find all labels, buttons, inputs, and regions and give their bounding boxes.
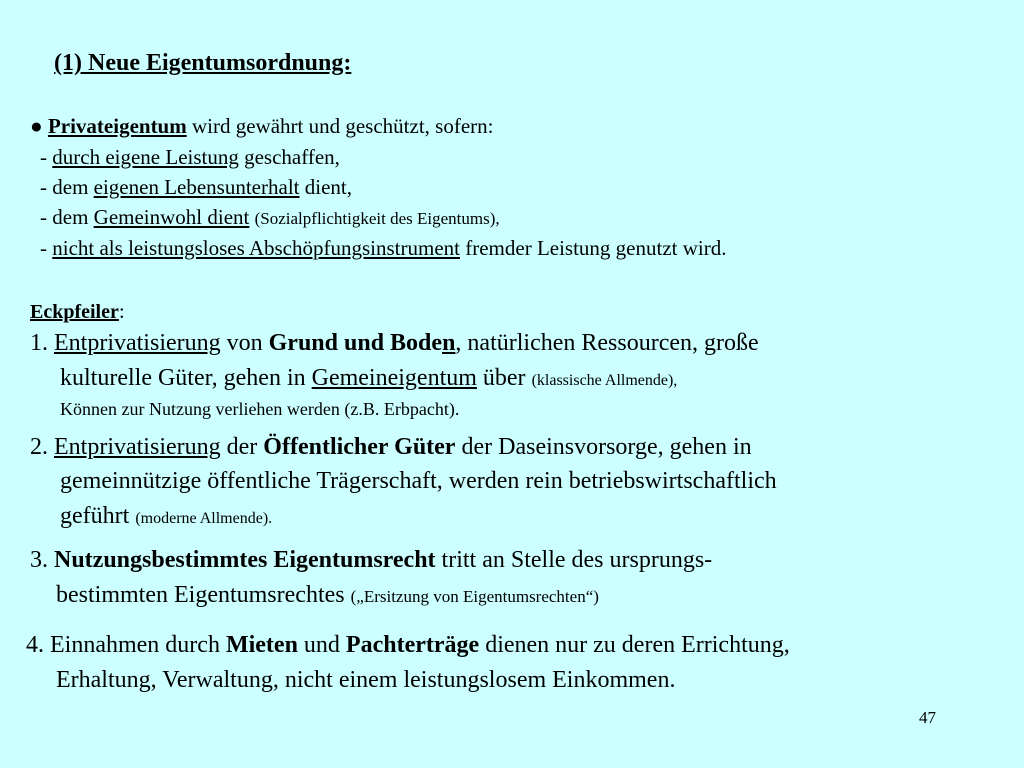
privat-heading <box>30 114 493 139</box>
point-1-line-3: Können zur Nutzung verliehen werden (z.B. Erbpacht). <box>60 399 460 419</box>
slide-title: (1) Neue Eigentumsordnung: <box>54 50 352 76</box>
underlined-term: Entprivatisierung <box>54 330 221 356</box>
privat-item <box>40 236 726 261</box>
item-suffix: dient, <box>299 175 352 199</box>
eckpfeiler-label: Eckpfeiler <box>30 301 119 323</box>
underlined-term: Gemeineigentum <box>311 365 477 391</box>
underlined-term: Entprivatisierung <box>54 434 221 460</box>
item-prefix: - <box>40 236 53 260</box>
point-2-line-1: 2. Entprivatisierung der Öffentlicher Güter der Daseinsvorsorge, gehen in <box>30 434 752 460</box>
item-suffix: fremder Leistung genutzt wird. <box>459 236 727 260</box>
point-note: („Ersitzung von Eigentumsrechten“) <box>350 587 599 606</box>
privat-item <box>40 175 352 200</box>
privat-term: Privateigentum <box>47 114 187 138</box>
point-3-line-2: bestimmten Eigentumsrechtes („Ersitzung von Eigentumsrechten“) <box>56 582 599 608</box>
bullet-icon: ● <box>30 114 43 138</box>
point-2-line-3: geführt (moderne Allmende). <box>60 503 273 529</box>
item-note: (Sozialpflichtigkeit des Eigentums), <box>254 209 500 228</box>
point-3-line-1: 3. Nutzungsbestimmtes Eigentumsrecht tritt an Stelle des ursprungs- <box>30 547 713 573</box>
item-underlined: Gemeinwohl dient <box>93 205 250 229</box>
bold-term: Grund und Bode <box>268 330 443 356</box>
item-suffix: geschaffen, <box>238 145 340 169</box>
bold-term: Öffentlicher Güter <box>263 434 456 460</box>
item-prefix: - dem <box>40 175 94 199</box>
privat-item <box>40 145 340 170</box>
eckpfeiler-colon: : <box>118 299 125 323</box>
point-note: (moderne Allmende). <box>135 510 273 527</box>
point-1-line-2: kulturelle Güter, gehen in Gemeineigentum über (klassische Allmende), <box>60 365 678 391</box>
item-prefix: - dem <box>40 205 94 229</box>
privat-item <box>40 205 500 230</box>
point-1-line-1: 1. Entprivatisierung von Grund und Boden, natürlichen Ressourcen, große <box>30 330 759 356</box>
page-number: 47 <box>919 708 936 727</box>
item-underlined: eigenen Lebensunterhalt <box>93 175 300 199</box>
point-4-line-2: Erhaltung, Verwaltung, nicht einem leistungslosem Einkommen. <box>56 667 676 693</box>
privat-rest: wird gewährt und geschützt, sofern: <box>186 114 494 138</box>
item-underlined: nicht als leistungsloses Abschöpfungsinstrument <box>52 236 460 260</box>
point-4-line-1: 4. Einnahmen durch Mieten und Pachterträge dienen nur zu deren Errichtung, <box>26 632 790 658</box>
bold-term: Pachterträge <box>345 632 480 658</box>
point-note: (klassische Allmende), <box>531 372 678 389</box>
item-underlined: durch eigene Leistung <box>52 145 239 169</box>
bold-term: Nutzungsbestimmtes Eigentumsrecht <box>54 547 436 573</box>
point-2-line-2: gemeinnützige öffentliche Trägerschaft, werden rein betriebswirtschaftlich <box>60 468 777 494</box>
bold-term: Mieten <box>225 632 298 658</box>
item-prefix: - <box>40 145 53 169</box>
eckpfeiler-heading <box>30 299 125 324</box>
